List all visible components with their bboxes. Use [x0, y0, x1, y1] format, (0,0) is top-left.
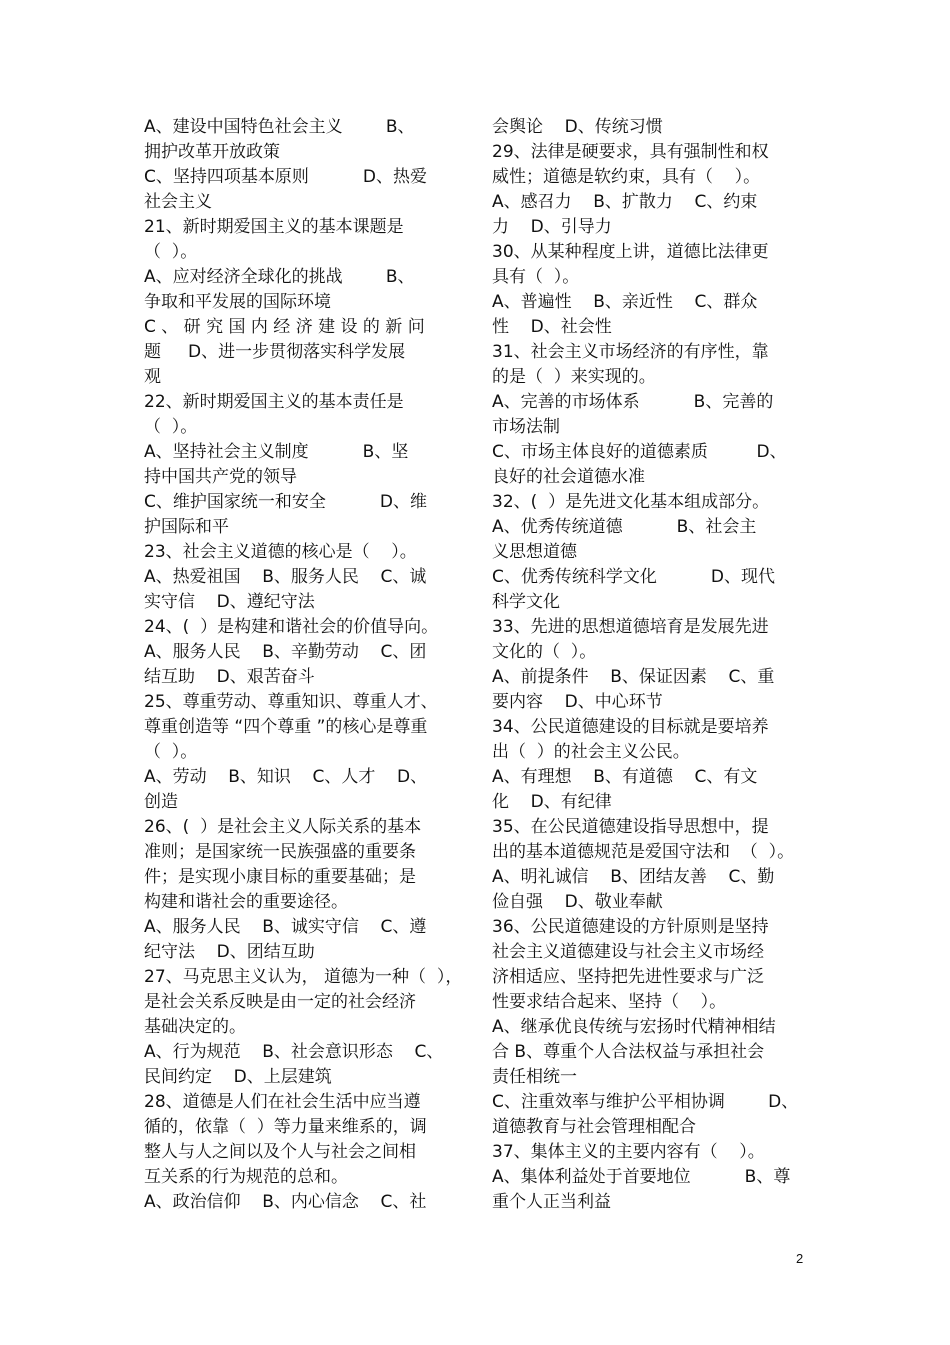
text-line: C、维护国家统一和安全 D、维: [144, 492, 427, 512]
text-line: 出的基本道德规范是爱国守法和 （ ）。: [492, 842, 795, 862]
text-line: 26、( ）是社会主义人际关系的基本: [144, 817, 422, 837]
text-line: A、前提条件 B、保证因素 C、重: [492, 667, 775, 687]
text-line: 构建和谐社会的重要途径。: [144, 892, 348, 912]
text-line: 性 D、社会性: [492, 317, 612, 337]
text-line: 35、在公民道德建设指导思想中，提: [492, 817, 769, 837]
text-line: 创造: [144, 792, 178, 812]
text-line: 34、公民道德建设的目标就是要培养: [492, 717, 769, 737]
text-line: 23、社会主义道德的核心是（ ）。: [144, 542, 417, 562]
text-line: C、坚持四项基本原则 D、热爱: [144, 167, 427, 187]
text-line: 拥护改革开放政策: [144, 142, 280, 162]
text-line: 30、从某种程度上讲，道德比法律更: [492, 242, 769, 262]
text-line: A、应对经济全球化的挑战 B、: [144, 267, 415, 287]
text-line: 27、马克思主义认为， 道德为一种（ ），: [144, 967, 463, 987]
text-line: 观: [144, 367, 161, 387]
right-column: [492, 115, 808, 1215]
text-line: 25、尊重劳动、尊重知识、尊重人才、: [144, 692, 438, 712]
text-line: （ ）。: [144, 242, 198, 262]
text-line: A、完善的市场体系 B、完善的: [492, 392, 774, 412]
text-line: A、感召力 B、扩散力 C、约束: [492, 192, 758, 212]
text-line: 37、集体主义的主要内容有（ ）。: [492, 1142, 765, 1162]
text-line: 性要求结合起来、坚持（ ）。: [492, 992, 727, 1012]
text-line: 循的，依靠（ ）等力量来维系的，调: [144, 1117, 427, 1137]
text-line: C、注重效率与维护公平相协调 D、: [492, 1092, 799, 1112]
text-line: 28、道德是人们在社会生活中应当遵: [144, 1092, 421, 1112]
text-line: C、优秀传统科学文化 D、现代: [492, 567, 775, 587]
text-line: 出（ ）的社会主义公民。: [492, 742, 690, 762]
text-line: 是社会关系反映是由一定的社会经济: [144, 992, 416, 1012]
text-line: 基础决定的。: [144, 1017, 246, 1037]
text-line: 31、社会主义市场经济的有序性，靠: [492, 342, 769, 362]
text-line: 市场法制: [492, 417, 560, 437]
text-line: A、坚持社会主义制度 B、坚: [144, 442, 409, 462]
text-line: A、行为规范 B、社会意识形态 C、: [144, 1042, 444, 1062]
text-line: 持中国共产党的领导: [144, 467, 297, 487]
left-column: [144, 115, 463, 1215]
text-line: 互关系的行为规范的总和。: [144, 1167, 348, 1187]
text-line: 准则；是国家统一民族强盛的重要条: [144, 842, 416, 862]
text-line: 22、新时期爱国主义的基本责任是: [144, 392, 404, 412]
text-line: 合 B、尊重个人合法权益与承担社会: [492, 1042, 765, 1062]
text-line: 文化的（ ）。: [492, 642, 597, 662]
text-line: 科学文化: [492, 592, 560, 612]
text-line: 会舆论 D、传统习惯: [492, 117, 663, 137]
text-line: 争取和平发展的国际环境: [144, 292, 331, 312]
text-line: A、普遍性 B、亲近性 C、群众: [492, 292, 758, 312]
text-line: （ ）。: [144, 417, 198, 437]
text-line: 29、法律是硬要求，具有强制性和权: [492, 142, 769, 162]
text-line: A、政治信仰 B、内心信念 C、社: [144, 1192, 427, 1212]
text-line: （ ）。: [144, 742, 198, 762]
text-line: 护国际和平: [144, 517, 229, 537]
text-line: 化 D、有纪律: [492, 792, 612, 812]
text-line: A、服务人民 B、辛勤劳动 C、团: [144, 642, 427, 662]
text-line: 36、公民道德建设的方针原则是坚持: [492, 917, 769, 937]
text-line: A、继承优良传统与宏扬时代精神相结: [492, 1017, 776, 1037]
text-line: A、明礼诚信 B、团结友善 C、勤: [492, 867, 775, 887]
text-line: 济相适应、坚持把先进性要求与广泛: [492, 967, 764, 987]
text-line: 社会主义道德建设与社会主义市场经: [492, 942, 764, 962]
text-line: 题 D、进一步贯彻落实科学发展: [144, 342, 406, 362]
text-line: 责任相统一: [492, 1067, 577, 1087]
text-line: 民间约定 D、上层建筑: [144, 1067, 332, 1087]
text-line: 33、先进的思想道德培育是发展先进: [492, 617, 769, 637]
text-line: 义思想道德: [492, 542, 577, 562]
text-line: 尊重创造等 “四个尊重 ”的核心是尊重: [144, 717, 428, 737]
text-line: A、建设中国特色社会主义 B、: [144, 117, 415, 137]
text-line: C、市场主体良好的道德素质 D、: [492, 442, 787, 462]
text-line: 的是（ ）来实现的。: [492, 367, 656, 387]
text-line: 力 D、引导力: [492, 217, 612, 237]
text-line: 道德教育与社会管理相配合: [492, 1117, 696, 1137]
text-line: 威性；道德是软约束，具有（ ）。: [492, 167, 761, 187]
text-line: 件；是实现小康目标的重要基础；是: [144, 867, 416, 887]
text-line: 纪守法 D、团结互助: [144, 942, 315, 962]
text-line: 重个人正当利益: [492, 1192, 611, 1212]
text-line: 具有（ ）。: [492, 267, 580, 287]
page-number: 2: [796, 1251, 804, 1266]
text-line: 良好的社会道德水准: [492, 467, 645, 487]
text-line: A、热爱祖国 B、服务人民 C、诚: [144, 567, 427, 587]
text-line: C 、 研 究 国 内 经 济 建 设 的 新 问: [144, 317, 425, 337]
text-line: A、集体利益处于首要地位 B、尊: [492, 1167, 791, 1187]
text-line: A、有理想 B、有道德 C、有文: [492, 767, 758, 787]
text-line: 32、( ）是先进文化基本组成部分。: [492, 492, 770, 512]
text-line: 整人与人之间以及个人与社会之间相: [144, 1142, 416, 1162]
text-line: 要内容 D、中心环节: [492, 692, 663, 712]
text-line: 社会主义: [144, 192, 212, 212]
text-line: 21、新时期爱国主义的基本课题是: [144, 217, 404, 237]
text-line: A、优秀传统道德 B、社会主: [492, 517, 757, 537]
text-line: 实守信 D、遵纪守法: [144, 592, 315, 612]
text-line: A、服务人民 B、诚实守信 C、遵: [144, 917, 427, 937]
text-line: 结互助 D、艰苦奋斗: [144, 667, 315, 687]
text-line: 24、( ）是构建和谐社会的价值导向。: [144, 617, 439, 637]
text-line: 俭自强 D、敬业奉献: [492, 892, 663, 912]
text-line: A、劳动 B、知识 C、人才 D、: [144, 767, 428, 787]
